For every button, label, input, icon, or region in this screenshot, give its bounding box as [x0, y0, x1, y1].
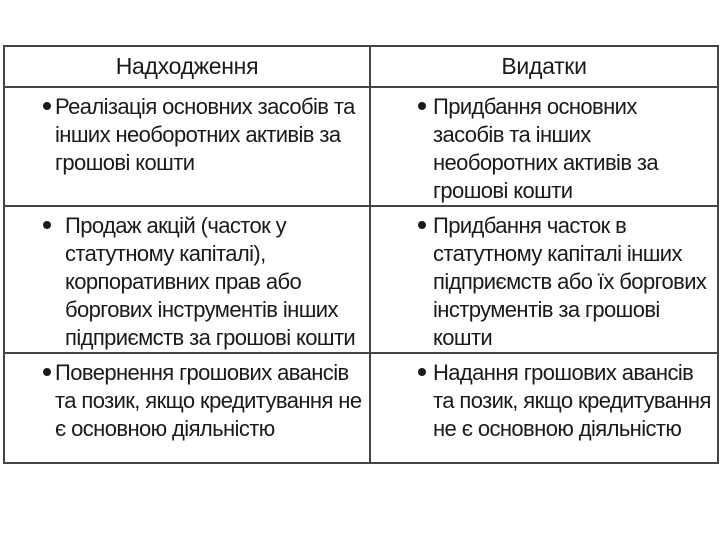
bullet-icon — [43, 221, 51, 229]
table-row — [4, 206, 718, 353]
income-cell — [4, 206, 370, 353]
bullet-icon — [43, 368, 51, 376]
cash-flow-table — [3, 45, 719, 464]
header-income: Надходження — [4, 46, 370, 87]
list-item — [5, 88, 369, 177]
bullet-icon — [418, 368, 426, 376]
list-item — [371, 207, 717, 352]
income-text: Продаж акцій (часток у статутному капіталі), корпоративних прав або боргових інструментів інших підприємств за грошові кошти — [65, 213, 356, 350]
income-text: Реалізація основних засобів та інших необоротних активів за грошові кошти — [55, 94, 355, 175]
table-row — [4, 87, 718, 206]
list-item — [371, 88, 717, 205]
cash-flow-table-container — [3, 45, 717, 464]
expense-text: Надання грошових авансів та позик, якщо кредитування не є основною діяльністю — [433, 360, 711, 441]
table-header-row — [4, 46, 718, 87]
bullet-icon — [418, 102, 426, 110]
header-expense: Видатки — [370, 46, 718, 87]
income-cell — [4, 353, 370, 463]
bullet-icon — [43, 102, 51, 110]
income-cell — [4, 87, 370, 206]
list-item — [371, 354, 717, 443]
expense-cell — [370, 353, 718, 463]
expense-cell — [370, 206, 718, 353]
expense-cell — [370, 87, 718, 206]
bullet-icon — [418, 221, 426, 229]
list-item — [5, 354, 369, 443]
table-row — [4, 353, 718, 463]
expense-text: Придбання основних засобів та інших необоротних активів за грошові кошти — [433, 94, 659, 203]
income-text: Повернення грошових авансів та позик, якщо кредитування не є основною діяльністю — [55, 360, 362, 441]
list-item — [5, 207, 369, 352]
expense-text: Придбання часток в статутному капіталі інших підприємств або їх боргових інструментів за грошові кошти — [433, 213, 707, 350]
